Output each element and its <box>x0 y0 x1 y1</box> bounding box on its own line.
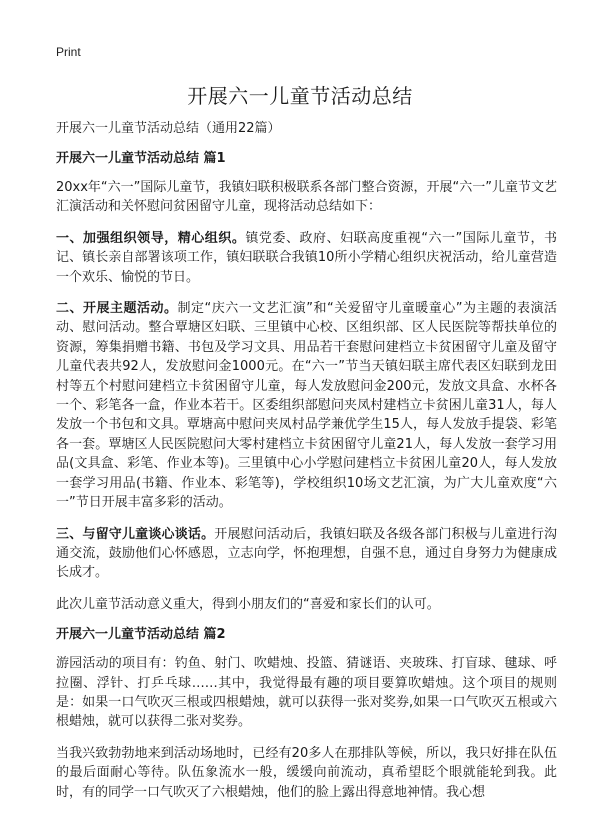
paragraph <box>56 229 557 287</box>
paragraph <box>56 178 557 217</box>
paragraph-text: 开展慰问活动后，我镇妇联及各级各部门积极与儿童进行沟通交流，鼓励他们心怀感恩，立志向学，怀抱理想，自强不息，通过自身努力为健康成长成才。 <box>56 526 557 581</box>
paragraph-text: 此次儿童节活动意义重大，得到小朋友们的“喜爱和家长们的认可。 <box>56 596 440 612</box>
section-1 <box>56 150 557 614</box>
paragraph-lead: 二、开展主题活动。 <box>56 301 178 317</box>
section-2 <box>56 626 557 802</box>
paragraph-text: 当我兴致勃勃地来到活动场地时，已经有20多人在那排队等候，所以，我只好排在队伍的最后面耐心等待。队伍象流水一般，缓缓向前流动，真希望眨个眼就能轮到我。此时，有的同学一口气吹灭了六根蜡烛，他们的脸上露出得意地神情。我心想 <box>56 745 557 800</box>
paragraph <box>56 744 557 802</box>
document-body <box>56 120 557 814</box>
paragraph <box>56 595 557 614</box>
paragraph-lead: 三、与留守儿童谈心谈话。 <box>56 526 215 542</box>
document-subtitle: 开展六一儿童节活动总结（通用22篇） <box>56 121 281 136</box>
paragraph <box>56 299 557 512</box>
paragraph-text: 制定“庆六一文艺汇演”和“关爱留守儿童暖童心”为主题的表演活动、慰问活动。整合覃塘区妇联、三里镇中心校、区组织部、区人民医院等帮扶单位的资源，筹集捐赠书籍、书包及学习文具、用品若干套慰问建档立卡贫困留守儿童及留守儿童代表共92人，发放慰问金1000元。在“六一”节当天镇妇联主席代表区妇联到龙田村等五个村慰问建档立卡贫困留守儿童，每人发放慰问金200元，发放文具盒、水杯各一个、彩笔各一盒，作业本若干。区委组织部慰问夹凤村建档立卡贫困儿童31人，每人发放一个书包和文具。覃塘高中慰问夹凤村品学兼优学生15人，每人发放手提袋、彩笔各一套。覃塘区人民医院慰问大零村建档立卡贫困留守儿童21人，每人发放一套学习用品(文具盒、彩笔、作业本等)。三里镇中心小学慰问建档立卡贫困儿童20人，每人发放一套学习用品(书籍、作业本、彩笔等)，学校组织10场文艺汇演，为广大儿童欢度“六一”节日开展丰富多彩的活动。 <box>56 301 557 511</box>
page-title: 开展六一儿童节活动总结 <box>187 84 413 108</box>
print-link[interactable]: Print <box>56 45 81 59</box>
section-heading: 开展六一儿童节活动总结 篇2 <box>56 627 226 643</box>
paragraph-text: 20xx年“六一”国际儿童节，我镇妇联积极联系各部门整合资源，开展“六一”儿童节文艺汇演活动和关怀慰问贫困留守儿童，现将活动总结如下： <box>56 180 557 215</box>
paragraph-lead: 一、加强组织领导，精心组织。 <box>56 230 246 246</box>
paragraph-text: 镇党委、政府、妇联高度重视“六一”国际儿童节，书记、镇长亲自部署该项工作，镇妇联联合我镇10所小学精心组织庆祝活动，给儿童营造一个欢乐、愉悦的节日。 <box>56 230 557 285</box>
paragraph <box>56 654 557 732</box>
paragraph <box>56 525 557 583</box>
section-heading: 开展六一儿童节活动总结 篇1 <box>56 151 226 166</box>
paragraph-text: 游园活动的项目有：钓鱼、射门、吹蜡烛、投篮、猜谜语、夹玻珠、打盲球、毽球、呼拉圈、浮针、打乒乓球……其中，我觉得最有趣的项目要算吹蜡烛。这个项目的规则是：如果一口气吹灭三根或四根蜡烛，就可以获得一张对奖券,如果一口气吹灭五根或六根蜡烛，就可以获得二张对奖券。 <box>56 656 557 730</box>
